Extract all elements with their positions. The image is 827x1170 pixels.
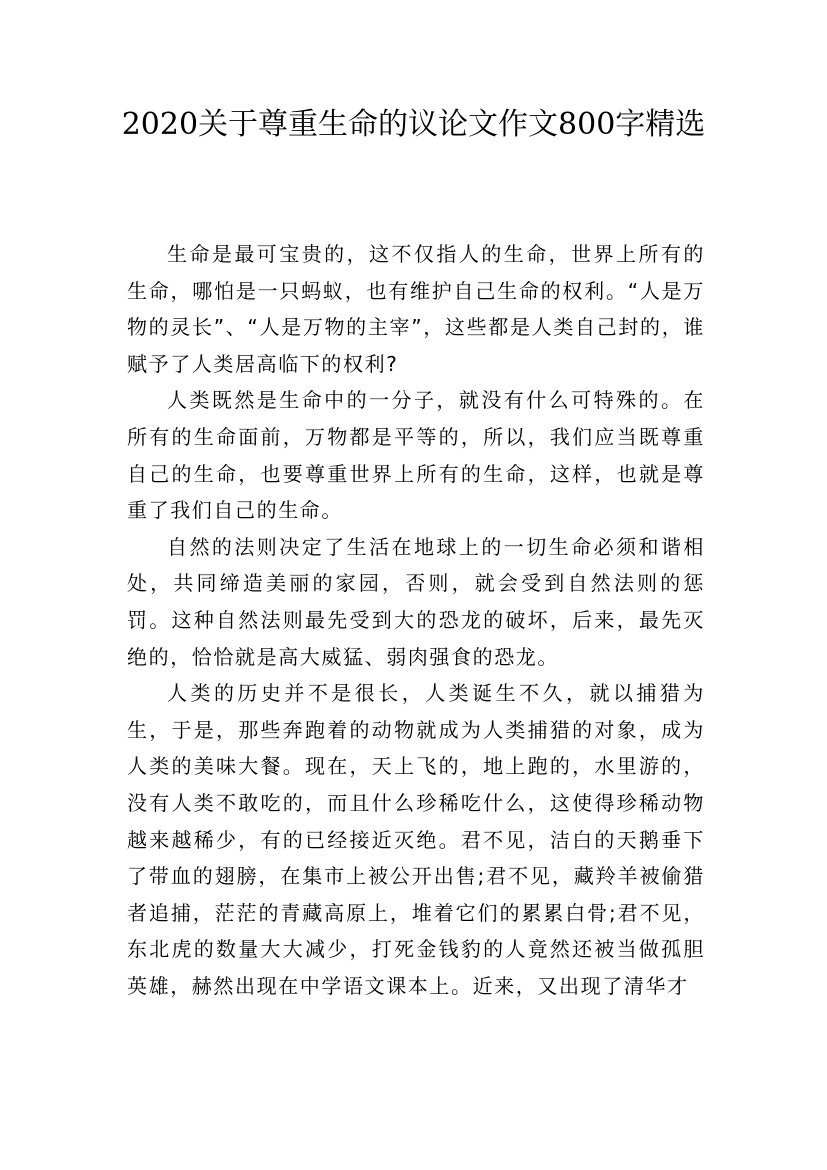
document-body <box>127 236 705 1004</box>
paragraph: 生命是最可宝贵的，这不仅指人的生命，世界上所有的生命，哪怕是一只蚂蚁，也有维护自己生命的权利。“人是万物的灵长”、“人是万物的主宰”，这些都是人类自己封的，谁赋予了人类居高临下的权利? <box>127 242 705 376</box>
paragraph: 自然的法则决定了生活在地球上的一切生命必须和谐相处，共同缔造美丽的家园，否则，就会受到自然法则的惩罚。这种自然法则最先受到大的恐龙的破坏，后来，最先灭绝的，恰恰就是高大威猛、弱肉强食的恐龙。 <box>127 534 705 669</box>
paragraph: 人类既然是生命中的一分子，就没有什么可特殊的。在所有的生命面前，万物都是平等的，所以，我们应当既尊重自己的生命，也要尊重世界上所有的生命，这样，也就是尊重了我们自己的生命。 <box>127 388 705 523</box>
paragraph: 人类的历史并不是很长，人类诞生不久，就以捕猎为生，于是，那些奔跑着的动物就成为人类捕猎的对象，成为人类的美味大餐。现在，天上飞的，地上跑的，水里游的，没有人类不敢吃的，而且什么珍稀吃什么，这使得珍稀动物越来越稀少，有的已经接近灭绝。君不见，洁白的天鹅垂下了带血的翅膀，在集市上被公开出售;君不见，藏羚羊被偷猎者追捕，茫茫的青藏高原上，堆着它们的累累白骨;君不见，东北虎的数量大大减少，打死金钱豹的人竟然还被当做孤胆英雄，赫然出现在中学语文课本上。近来，又出现了清华才 <box>127 681 705 998</box>
document-title: 2020关于尊重生命的议论文作文800字精选 <box>121 107 706 142</box>
